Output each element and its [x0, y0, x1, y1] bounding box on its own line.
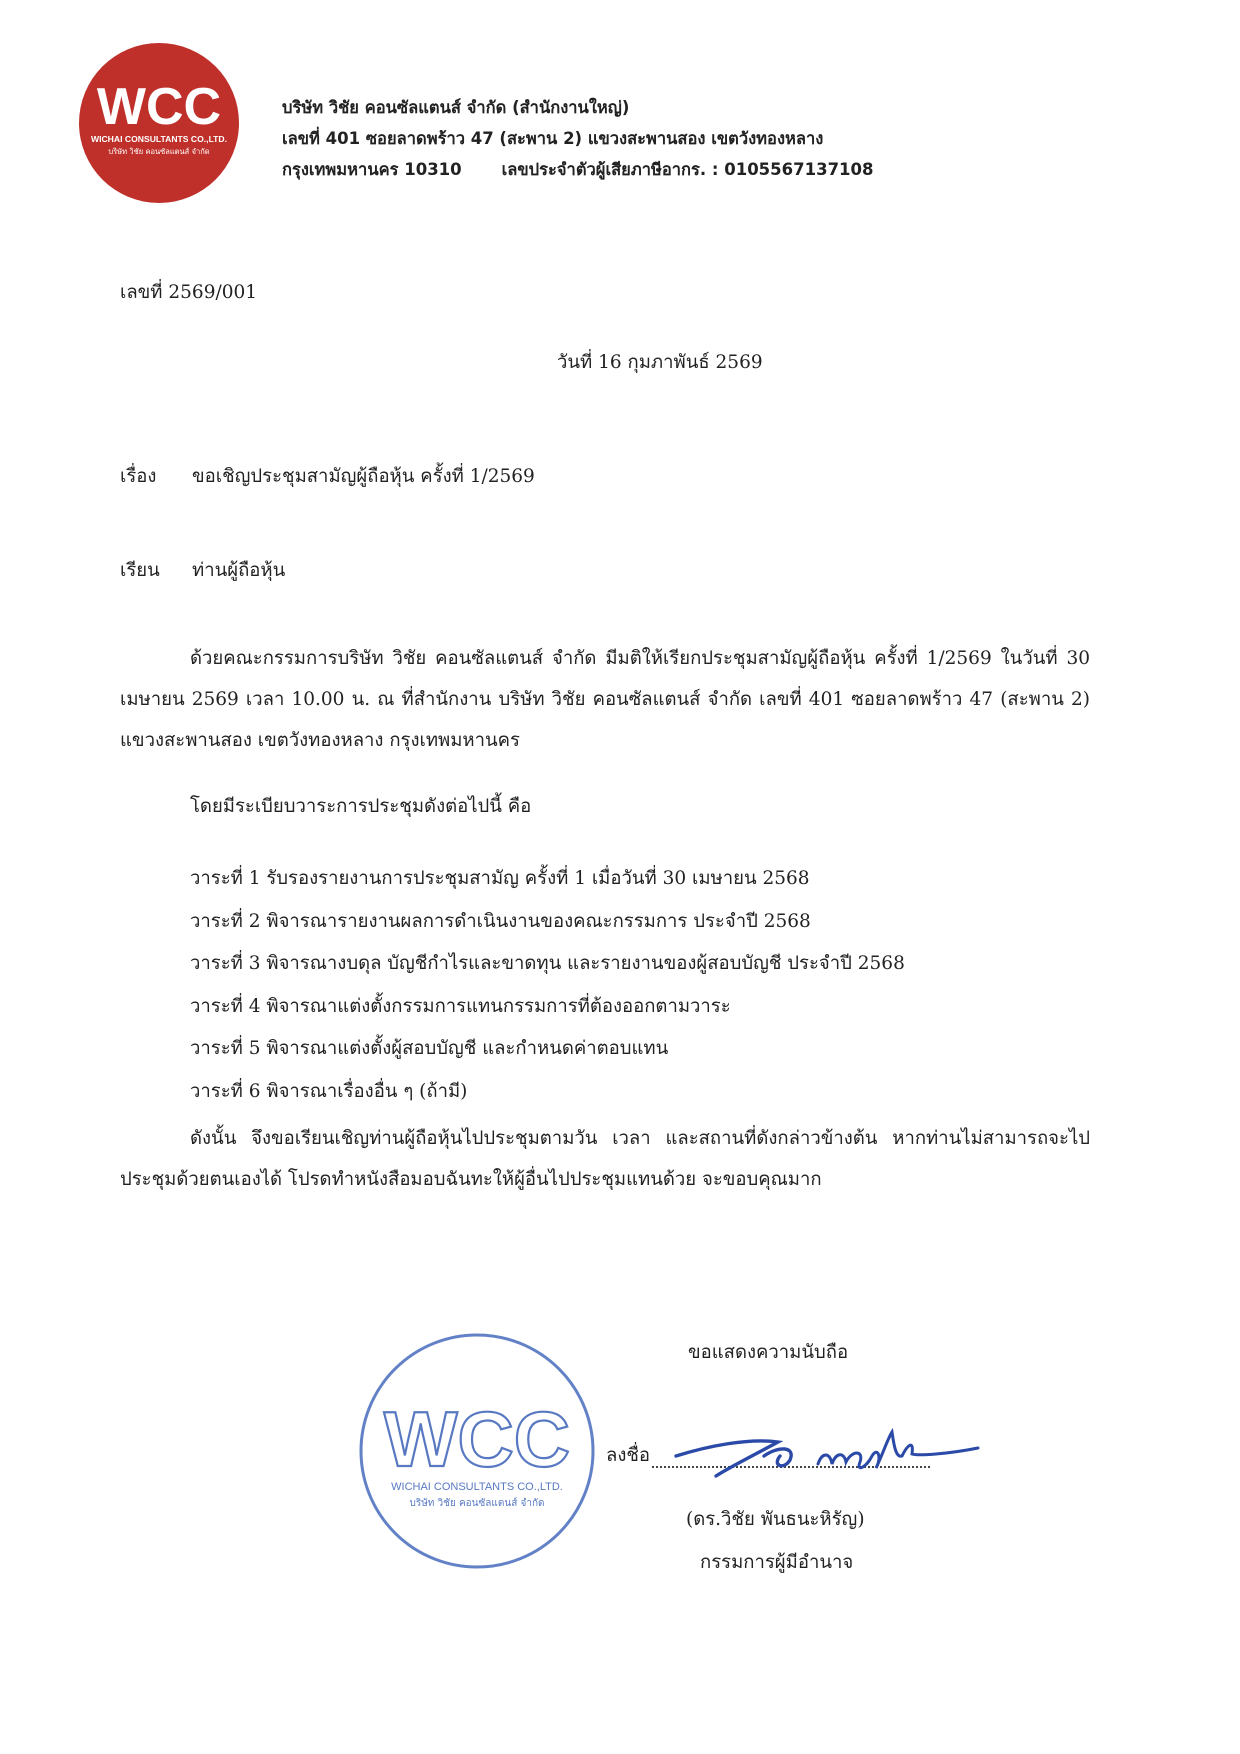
sign-label: ลงชื่อ: [606, 1445, 651, 1466]
signatory-name: (ดร.วิชัย พันธนะหิรัญ): [686, 1509, 865, 1530]
agenda-item: วาระที่ 6 พิจารณาเรื่องอื่น ๆ (ถ้ามี): [190, 1080, 468, 1102]
company-city: กรุงเทพมหานคร 10310: [282, 160, 462, 179]
subject-label: เรื่อง: [120, 466, 157, 487]
subject-text: ขอเชิญประชุมสามัญผู้ถือหุ้น ครั้งที่ 1/2569: [192, 466, 535, 487]
stamp-subtitle-en: WICHAI CONSULTANTS CO.,LTD.: [391, 1481, 563, 1493]
recipient-text: ท่านผู้ถือหุ้น: [192, 560, 286, 581]
body-paragraph-1: ด้วยคณะกรรมการบริษัท วิชัย คอนซัลแตนส์ จำกัด มีมติให้เรียกประชุมสามัญผู้ถือหุ้น ครั้งที่ 1/2569 ในวันที่ 30 เมษายน 2569 เวลา 10.00 น. ณ ที่สำนักงาน บริษัท วิชัย คอนซัลแตนส์ จำกัด เลขที่ 401 ซอยลาดพร้าว 47 (สะพาน 2) แขวงสะพานสอง เขตวังทองหลาง กรุงเทพมหานคร: [120, 648, 1090, 751]
company-stamp: [356, 1330, 598, 1572]
logo-subtitle-th: บริษัท วิชัย คอนซัลแตนส์ จำกัด: [108, 147, 210, 156]
agenda-item: วาระที่ 2 พิจารณารายงานผลการดำเนินงานของคณะกรรมการ ประจำปี 2568: [190, 910, 811, 932]
letter-ref-number: เลขที่ 2569/001: [120, 282, 258, 303]
company-taxid: เลขประจำตัวผู้เสียภาษีอากร. : 0105567137108: [501, 160, 874, 179]
company-name: บริษัท วิชัย คอนซัลแตนส์ จำกัด (สำนักงานใหญ่): [282, 98, 630, 117]
handwritten-signature: [668, 1398, 988, 1488]
company-city-taxid: [282, 154, 1082, 185]
letter-date: วันที่ 16 กุมภาพันธ์ 2569: [557, 352, 763, 373]
agenda-item: วาระที่ 5 พิจารณาแต่งตั้งผู้สอบบัญชี และกำหนดค่าตอบแทน: [190, 1038, 669, 1059]
company-header: [282, 92, 1082, 185]
agenda-item: วาระที่ 1 รับรองรายงานการประชุมสามัญ ครั้งที่ 1 เมื่อวันที่ 30 เมษายน 2568: [190, 868, 810, 889]
agenda-list: [190, 858, 905, 1113]
agenda-intro: โดยมีระเบียบวาระการประชุมดังต่อไปนี้ คือ: [190, 796, 532, 817]
company-logo: [78, 42, 240, 204]
stamp-subtitle-th: บริษัท วิชัย คอนซัลแตนส์ จำกัด: [409, 1498, 545, 1509]
company-address: เลขที่ 401 ซอยลาดพร้าว 47 (สะพาน 2) แขวงสะพานสอง เขตวังทองหลาง: [282, 129, 824, 148]
recipient-label: เรียน: [120, 560, 160, 581]
signatory-title: กรรมการผู้มีอำนาจ: [700, 1552, 854, 1573]
logo-subtitle-en: WICHAI CONSULTANTS CO.,LTD.: [90, 134, 228, 144]
body-paragraph-2: ดังนั้น จึงขอเรียนเชิญท่านผู้ถือหุ้นไปประชุมตามวัน เวลา และสถานที่ดังกล่าวข้างต้น หากท่านไม่สามารถจะไปประชุมด้วยตนเองได้ โปรดทำหนังสือมอบฉันทะให้ผู้อื่นไปประชุมแทนด้วย จะขอบคุณมาก: [120, 1128, 1090, 1190]
logo-text: WCC: [96, 78, 222, 136]
closing-regards: ขอแสดงความนับถือ: [688, 1342, 849, 1363]
stamp-text: WCC: [383, 1395, 571, 1483]
agenda-item: วาระที่ 3 พิจารณางบดุล บัญชีกำไรและขาดทุน และรายงานของผู้สอบบัญชี ประจำปี 2568: [190, 953, 905, 974]
agenda-item: วาระที่ 4 พิจารณาแต่งตั้งกรรมการแทนกรรมการที่ต้องออกตามวาระ: [190, 995, 731, 1017]
